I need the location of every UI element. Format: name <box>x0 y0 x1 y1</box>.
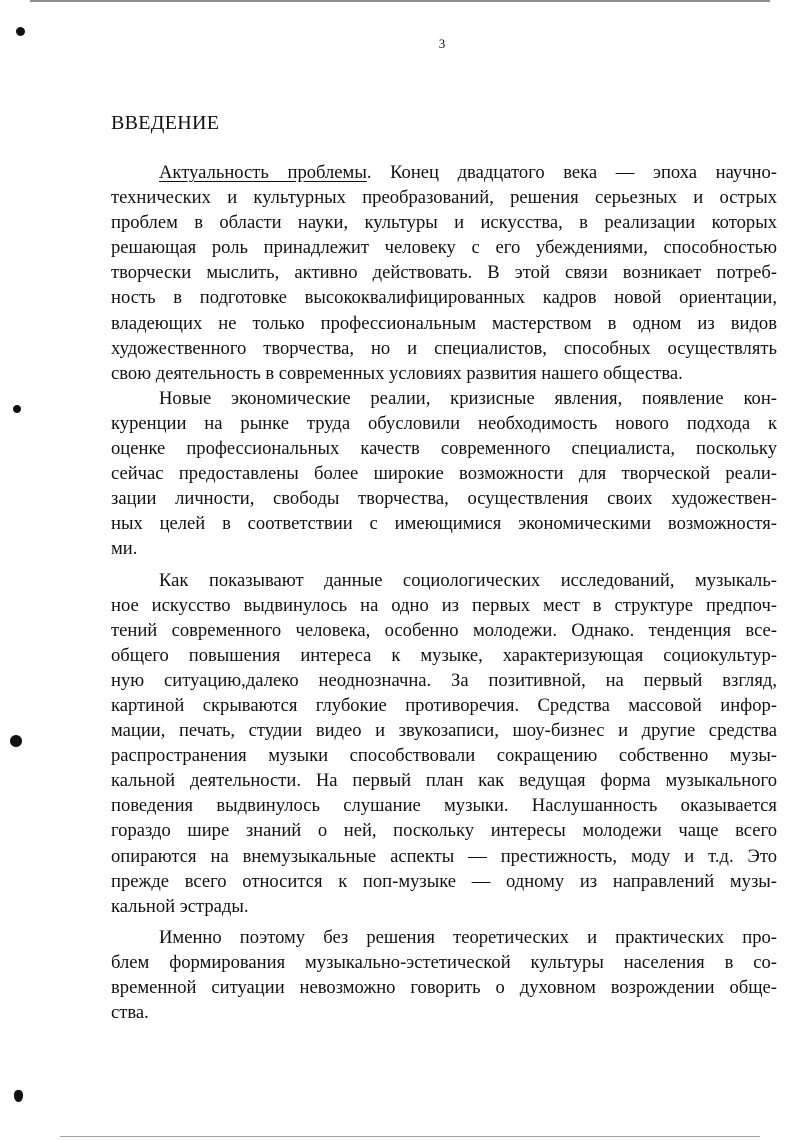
page-number: 3 <box>438 36 446 51</box>
text-line: распространения музыки способствовали сокращению собственно музы- <box>111 745 777 767</box>
text-line: ное искусство выдвинулось на одно из первых мест в структуре предпоч- <box>111 594 777 616</box>
binding-hole-mark <box>13 405 21 413</box>
text-line: мации, печать, студии видео и звукозаписи, шоу-бизнес и другие средства <box>111 720 777 742</box>
text-line: поведения выдвинулось слушание музыки. Наслушанность оказывается <box>111 795 777 817</box>
paragraph <box>111 386 777 562</box>
text-line: ность в подготовке высококвалифицированных кадров новой ориентации, <box>111 287 777 309</box>
text-line: блем формирования музыкально-эстетической культуры населения в со- <box>111 951 777 973</box>
text-line: решающая роль принадлежит человеку с его убеждениями, способностью <box>111 237 777 259</box>
text-line: ную ситуацию,далеко неоднозначна. За позитивной, на первый взгляд, <box>111 669 777 691</box>
text-line: Именно поэтому без решения теоретических и практических про- <box>159 926 777 948</box>
underlined-term: Актуальность проблемы <box>159 162 367 183</box>
text-line: технических и культурных преобразований, решения серьезных и острых <box>111 187 777 209</box>
text-line: ства. <box>111 1002 149 1024</box>
text-line: кальной деятельности. На первый план как ведущая форма музыкального <box>111 770 777 792</box>
body-text <box>111 160 777 1025</box>
text-line: ных целей в соответствии с имеющимися экономическими возможностя- <box>111 513 777 535</box>
scan-bottom-edge <box>60 1136 760 1139</box>
text-line: Новые экономические реалии, кризисные явления, появление кон- <box>159 387 777 409</box>
text-line: свою деятельность в современных условиях развития нашего общества. <box>111 362 683 384</box>
text-line: владеющих не только профессиональным мастерством в одном из видов <box>111 312 777 334</box>
text-line: общего повышения интереса к музыке, характеризующая социокультур- <box>111 644 777 666</box>
text-line: кальной эстрады. <box>111 895 249 917</box>
binding-hole-mark <box>10 735 22 747</box>
text-line: оценке профессиональных качеств современного специалиста, поскольку <box>111 438 777 460</box>
text-line: творчески мыслить, активно действовать. В этой связи возникает потреб- <box>111 262 777 284</box>
text-line: Как показывают данные социологических исследований, музыкаль- <box>159 569 777 591</box>
text-line: временной ситуации невозможно говорить о духовном возрождении обще- <box>111 977 777 998</box>
text-line: опираются на внемузыкальные аспекты — престижность, моду и т.д. Это <box>111 845 777 867</box>
binding-hole-mark <box>14 1090 23 1102</box>
paragraph <box>111 568 777 919</box>
text-line: тений современного человека, особенно молодежи. Однако. тенденция все- <box>111 619 777 641</box>
paragraph <box>111 160 777 386</box>
section-heading: ВВЕДЕНИЕ <box>111 112 220 134</box>
text-line: сейчас предоставлены более широкие возможности для творческой реали- <box>111 463 777 485</box>
text-line: картиной скрываются глубокие противоречия. Средства массовой инфор- <box>111 694 777 716</box>
text-line: Актуальность проблемы. Конец двадцатого века — эпоха научно- <box>159 162 777 183</box>
text-line: ми. <box>111 538 138 560</box>
text-line: гораздо шире знаний о ней, поскольку интересы молодежи чаще всего <box>111 820 777 842</box>
text-line: прежде всего относится к поп-музыке — одному из направлений музы- <box>111 870 777 892</box>
paragraph <box>111 925 777 1025</box>
binding-hole-mark <box>16 27 25 36</box>
text-line: куренции на рынке труда обусловили необходимость нового подхода к <box>111 412 777 434</box>
text-line: зации личности, свободы творчества, осуществления своих художествен- <box>111 488 777 510</box>
text-line: проблем в области науки, культуры и искусства, в реализации которых <box>111 212 777 234</box>
scan-top-edge <box>30 0 770 5</box>
text-line: художественного творчества, но и специалистов, способных осуществлять <box>111 337 777 359</box>
